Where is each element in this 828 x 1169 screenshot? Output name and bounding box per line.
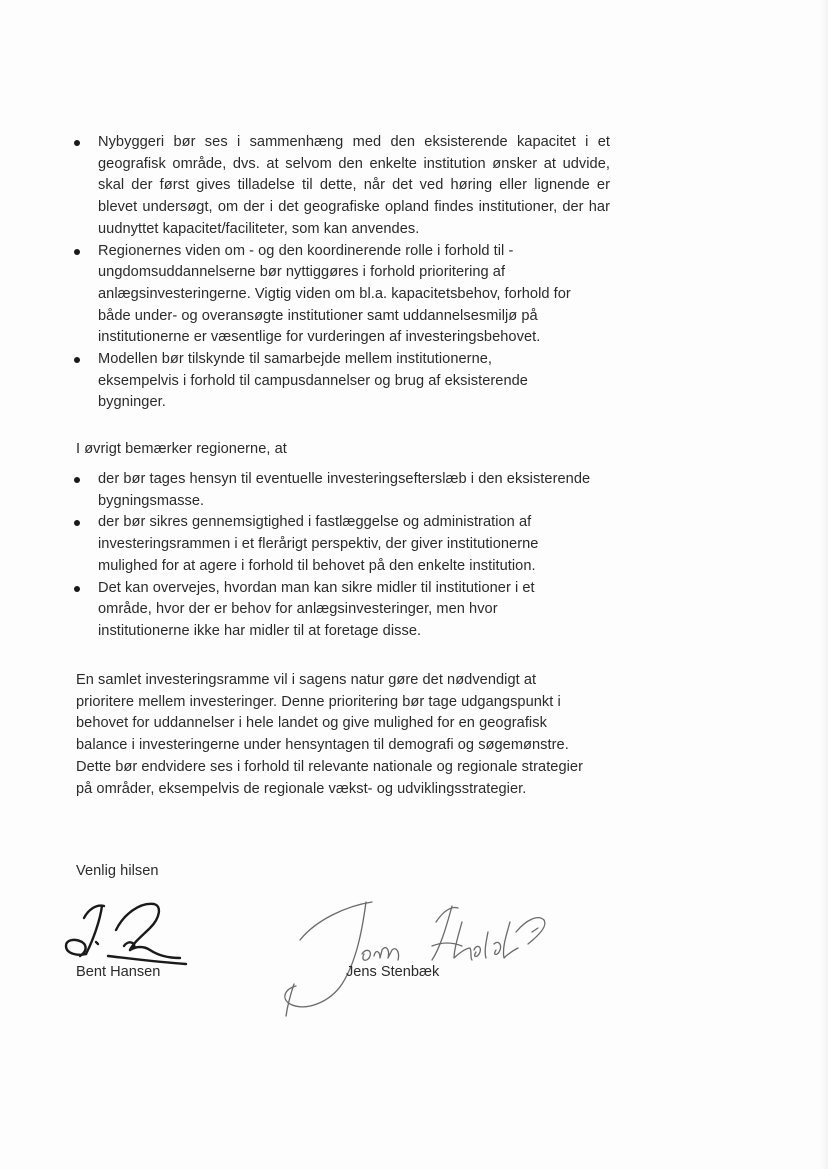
- list-item: [72, 578, 560, 643]
- list-item: [72, 132, 610, 241]
- bullet-icon: [74, 586, 80, 592]
- signature-2-image: [276, 892, 566, 1022]
- list-item-text: Modellen bør tilskynde til samarbejde mellem institutionerne, eksempelvis i forhold til campusdannelser og brug af eksisterende bygninger.: [98, 351, 528, 411]
- signer-name-1: Bent Hansen: [76, 964, 161, 980]
- closing-paragraph: En samlet investeringsramme vil i sagens natur gøre det nødvendigt at prioritere mellem investeringer. Denne prioritering bør tage udgangspunkt i behovet for uddannelser i hele landet og give mulighed for en geografisk balance i investeringerne under hensyntagen til demografi og søgemønstre. Dette bør endvidere ses i forhold til relevante nationale og regionale strategier på områder, eksempelvis de regionale vækst- og udviklingsstrategier.: [76, 672, 584, 797]
- list-item-text: Regionernes viden om - og den koordinerende rolle i forhold til - ungdomsuddannelserne bør nyttiggøres i forhold prioritering af anlægsinvesteringerne. Vigtig viden om bl.a. kapacitetsbehov, forhold for både under- og overansøgte institutioner samt uddannelsesmiljø på institutionerne er væsentlige for vurderingen af investeringsbehovet.: [98, 242, 571, 346]
- list-item: [72, 241, 598, 350]
- signer-name-2: Jens Stenbæk: [346, 964, 440, 980]
- list-item-text: der bør sikres gennemsigtighed i fastlæggelse og administration af investeringsrammen i et flerårigt perspektiv, der giver institutionerne mulighed for at agere i forhold til behovet på den enkelte institution.: [98, 514, 539, 574]
- bullet-icon: [74, 357, 80, 363]
- list-item-text: Det kan overvejes, hvordan man kan sikre midler til institutioner i et område, hvor der er behov for anlægsinvesteringer, men hvor institutionerne ikke har midler til at foretage disse.: [98, 579, 535, 639]
- bullet-icon: [74, 520, 80, 526]
- bullet-list-remarks: [72, 469, 612, 643]
- bullet-icon: [74, 477, 80, 483]
- list-item-text: der bør tages hensyn til eventuelle investeringsefterslæb i den eksisterende bygningsmasse.: [98, 471, 591, 509]
- list-item: [72, 469, 610, 512]
- list-item-text: Nybyggeri bør ses i sammenhæng med den eksisterende kapacitet i et geografisk område, dvs. at selvom den enkelte institution ønsker at udvide, skal der først gives tilladelse til dette, når det ved høring eller lignende er blevet undersøgt, om der i det geografiske opland findes institutioner, der har uudnyttet kapacitet/faciliteter, som kan anvendes.: [98, 134, 610, 237]
- bullet-icon: [74, 140, 80, 146]
- scan-edge-shade: [820, 0, 828, 1169]
- list-item: [72, 349, 576, 414]
- bullet-icon: [74, 249, 80, 255]
- bullet-list-recommendations: [72, 132, 612, 414]
- paragraph-intro: I øvrigt bemærker regionerne, at: [76, 441, 287, 457]
- greeting: Venlig hilsen: [76, 863, 159, 879]
- list-item: [72, 512, 568, 577]
